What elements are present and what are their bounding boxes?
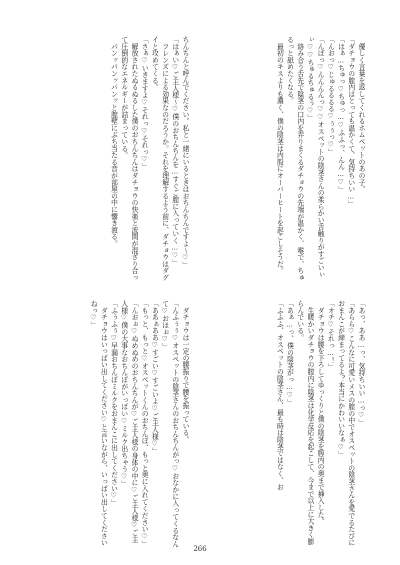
- paragraph: 「はぁ…ちゅっ♡ちゅっ…♡ふふっ、んん…♡」: [336, 36, 345, 193]
- paragraph: 「んおっ♡じゅるるるる♡ぅぅっ♡」: [326, 36, 335, 156]
- paragraph: パンッパンッパンッと膣壁にぶち当たる音が部屋の中に響き渡る。: [109, 36, 118, 247]
- paragraph: フレンズによる効果なのだろうか。それを理解するよう前に、ダチョウはダグイと攻めてくる。: [150, 36, 169, 281]
- text-column-left-lower: [30, 300, 190, 548]
- text-column-left-upper: [30, 36, 190, 284]
- paragraph: 「もっと、もっと♡オスペットくんのおちんぽ、もっと奥に入れてください♡」: [140, 300, 149, 548]
- paragraph: 絡み合う舌先で陰茎の口内を弄りまくるダチョウの先端が温かく、喉で、ちゅるっと舐めたくなる。: [285, 36, 304, 281]
- paragraph: 「ふぅふぅ♡早漏おちんぽミルクをおまんこに出してください♡」: [109, 300, 118, 507]
- paragraph: 「ああぁああ♡すごい♡すごいよ♡ご主人様♡」: [150, 300, 159, 455]
- paragraph: 解放されたぬるぬるした僕のおちんちんはダチョウの快楽と波間が混ざり合って圧倒的なエネルギーが詰まっている。: [119, 36, 138, 281]
- paragraph: 「はぁい♡ご主人様～♡僕のおちんちんを…すぐご膣に入っていく…♡」: [170, 36, 179, 267]
- paragraph: ダチョウは腰を下ろしてゆっくりと僕の陰茎を膣内の奥まで挿入した。: [316, 300, 325, 525]
- paragraph: ちんちんと呼んでください。私と一緒にいるときはおちんちんですよ～♡」: [181, 36, 189, 269]
- text-column-right-upper: [206, 36, 366, 284]
- paragraph: 「ふふふ、オスペットの陰茎さん、最も時は陰茎ではなく、お: [275, 300, 284, 491]
- paragraph: 「あっ、ああ…っ、気持ちいい…っ♡」: [357, 300, 365, 426]
- paragraph: ダチョウはいっぱい出してください♡と言いながら、いっぱい出してくださいねっ♡」: [89, 300, 108, 546]
- paragraph: 優しく言葉を返してくれるホムペットのあの子。: [357, 36, 365, 193]
- paragraph: ダチョウは一定の腰振りで腰を振っている。: [181, 300, 189, 443]
- paragraph: 「あらら♡こんなに可愛いメスの膣の中でオスペットの陰茎さんを愛でるたびにおまんこが締まってるよ？本当にかわいいなぁ♡」: [336, 300, 355, 546]
- paragraph: 「オチ♡それっ…！」: [326, 300, 335, 371]
- paragraph: 生暖かいダチョウの膣内に陰茎は化学反応を起こして、今まで以上に大きく膨らんでいる。: [295, 300, 314, 545]
- paragraph: 最初のキスよりも濃く、僕の陰茎は内股にオーバーヒートを起こしそうだ。: [275, 36, 284, 274]
- paragraph: 「さぁ♡いきますよ♡それっ♡それっ♡」: [140, 36, 149, 170]
- paragraph: 「んふぅぅ♡オスペットの陰茎さんのおちんちんがっ♡おなかに入ってくるなんて♡おほぉ♡」: [160, 300, 179, 548]
- text-column-right-lower: [206, 300, 366, 548]
- page-number: 266: [193, 545, 207, 553]
- paragraph: 「ダチョウの膣内はとっても温かくて、気持ちいい…」: [346, 36, 355, 208]
- paragraph: 「んおぉ♡ぬめぬめのおちんちんが♡ご主人様の身体の中に♡ご主人様♡ご主人様♡僕の大事なおちんぽがいっぱい♡ミルク出ちゃう♡」: [119, 300, 138, 543]
- paragraph: 「あぁ…っ、僕の陰茎がっ…♡」: [285, 300, 294, 406]
- paragraph: 「んぼっ♡んんんんっ♡♡オスペットの陰茎さんの柔らかい舌触りがすごいぃぃ♡♡ちゅるちゅるぅ♡」: [305, 36, 325, 278]
